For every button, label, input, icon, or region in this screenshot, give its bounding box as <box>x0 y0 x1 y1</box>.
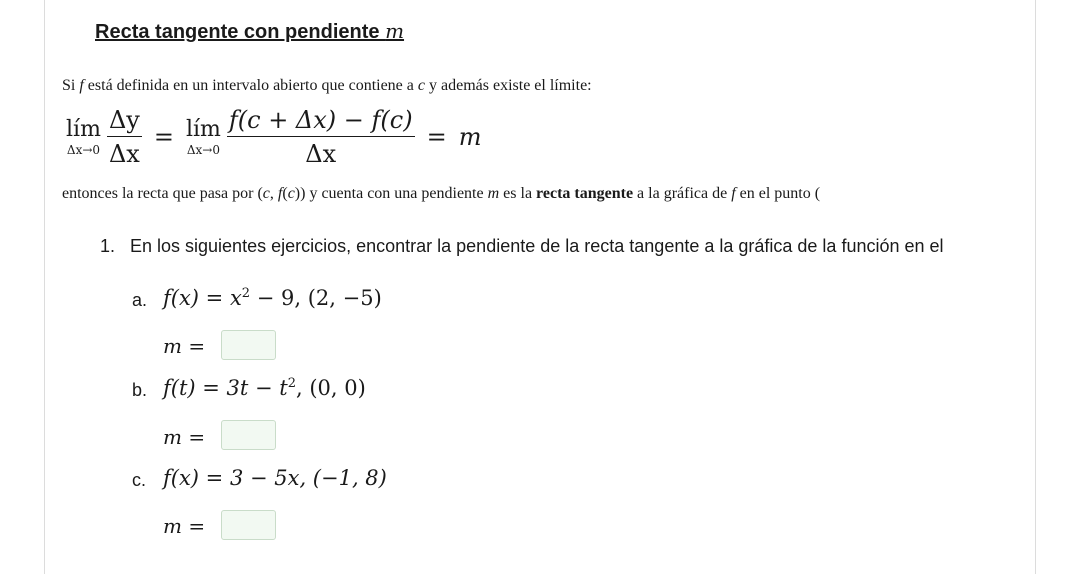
answer-a-label: m = <box>163 334 206 358</box>
limit-formula: lím Δx→0 $\frac{\Delta y}{\Delta x}$ = lím Δx→0 $\frac{f(c + \Delta x) - f(c)}{\Delta x}$ = m <box>66 106 482 168</box>
answer-b-label: m = <box>163 425 206 449</box>
answer-c-input[interactable] <box>221 510 276 540</box>
exercise-b-function: $f(t) = 3t - t^2$, (0, 0) <box>163 376 366 400</box>
intro-text: Si f está definida en un intervalo abierto que contiene a c y además existe el límite: <box>62 77 592 94</box>
exercise-letter-b: b. <box>132 380 148 400</box>
limit-operator: lím Δx→0 <box>66 116 101 157</box>
limit-operator-2: lím Δx→0 <box>185 116 221 157</box>
conclusion-text: entonces la recta que pasa por (c, f(c)) y cuenta con una pendiente m es la recta tangente a la gráfica de f en el punto ( <box>62 185 821 202</box>
answer-c-label: m = <box>163 514 206 538</box>
exercise-c-function: f(x) = 3 − 5x, (−1, 8) <box>163 466 387 490</box>
exercise-letter-a: a. <box>132 290 148 310</box>
exercise-instruction: 1. En los siguientes ejercicios, encontrar la pendiente de la recta tangente a la gráfica de la función en el <box>100 236 944 256</box>
answer-a-input[interactable] <box>221 330 276 360</box>
exercise-letter-c: c. <box>132 470 147 490</box>
fraction-dy-dx: $\frac{\Delta y}{\Delta x}$ <box>108 106 140 168</box>
section-title: Recta tangente con pendiente m <box>95 19 405 43</box>
exercise-a-function: $f(x) = x^2 - 9$, (2, −5) <box>163 286 382 310</box>
fraction-difference-quotient: $\frac{f(c + \Delta x) - f(c)}{\Delta x}$ <box>228 106 413 168</box>
answer-b-input[interactable] <box>221 420 276 450</box>
